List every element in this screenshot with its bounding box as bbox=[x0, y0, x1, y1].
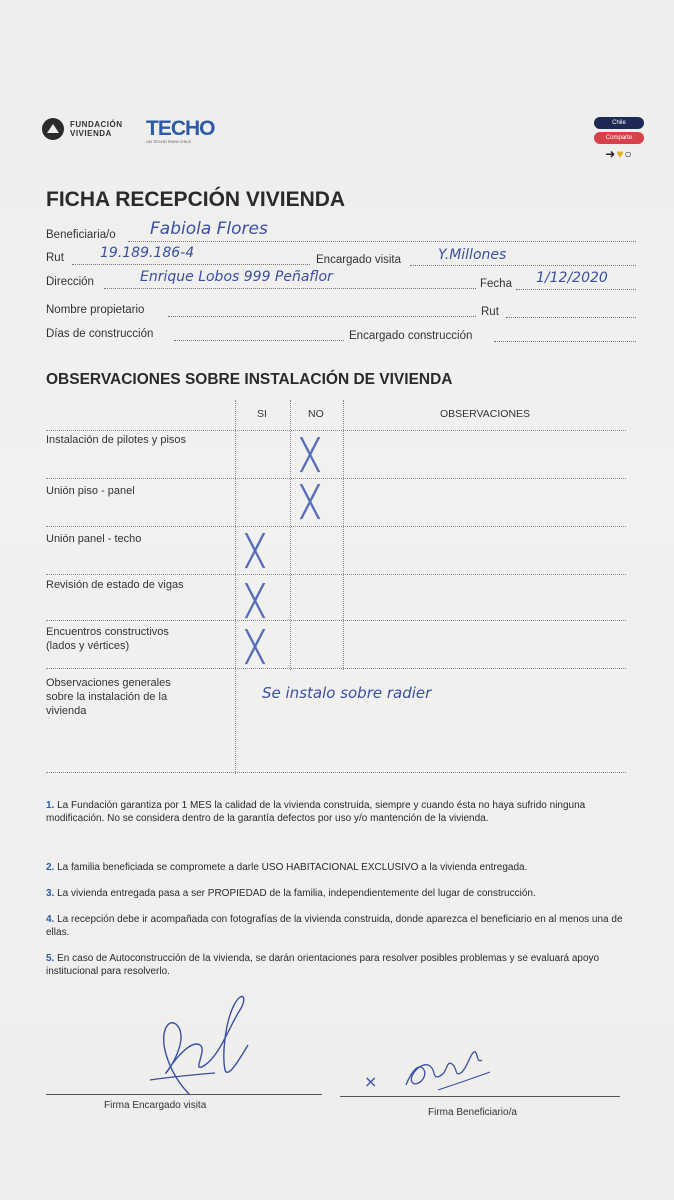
techo-subtitle: UN TECHO PARA CHILE bbox=[146, 139, 192, 144]
encargado-signature-drawing bbox=[130, 985, 260, 1105]
chile-comparte-logo bbox=[594, 117, 644, 161]
techo-logo bbox=[146, 119, 215, 144]
note-1: 1. La Fundación garantiza por 1 MES la calidad de la vivienda construida, siempre y cuando ésta no haya sufrido ninguna modificación. No se considera dentro de la garantía defectos por uso y/o mantención de la vivienda. bbox=[46, 800, 586, 824]
row-line bbox=[46, 526, 626, 527]
beneficiario-line bbox=[128, 241, 636, 242]
direccion-label: Dirección bbox=[46, 276, 94, 288]
col-header-observaciones: OBSERVACIONES bbox=[440, 408, 531, 420]
fundacion-logo-icon bbox=[42, 118, 64, 140]
col-header-si: SI bbox=[257, 408, 267, 420]
fundacion-vivienda-logo bbox=[42, 118, 123, 140]
propietario-line bbox=[168, 316, 476, 317]
mark-encuentros-si: ╳ bbox=[246, 630, 265, 665]
mark-vigas-si: ╳ bbox=[246, 584, 265, 619]
heart-icon: ♥ bbox=[616, 147, 625, 161]
techo-wordmark: TECHO bbox=[146, 117, 215, 140]
fundacion-line2: VIVIENDA bbox=[70, 129, 112, 138]
chile-badge: Chile bbox=[594, 117, 644, 129]
col-divider-si bbox=[235, 400, 236, 774]
note-3: 3. La vivienda entregada pasa a ser PROPIEDAD de la familia, independientemente del lugar de construcción. bbox=[46, 888, 536, 899]
beneficiario-x-mark: × bbox=[364, 1072, 378, 1091]
dias-construccion-label: Días de construcción bbox=[46, 328, 154, 340]
firma-encargado-label: Firma Encargado visita bbox=[104, 1100, 207, 1111]
beneficiario-signature-drawing bbox=[398, 1040, 498, 1100]
note-4: 4. La recepción debe ir acompañada con fotografías de la vivienda construida, donde aparezca el beneficiario en al menos una de ellas. bbox=[46, 914, 623, 938]
general-label-1: Observaciones generales bbox=[46, 677, 171, 689]
mark-pilotes-no: ╳ bbox=[301, 438, 320, 473]
dias-construccion-line bbox=[174, 340, 344, 341]
comparte-badge: Comparte bbox=[594, 132, 644, 144]
general-observation-value: Se instalo sobre radier bbox=[262, 684, 432, 702]
firma-beneficiario-label: Firma Beneficiario/a bbox=[428, 1107, 517, 1118]
encargado-visita-label: Encargado visita bbox=[316, 254, 402, 266]
mark-union-techo-si: ╳ bbox=[246, 534, 265, 569]
row-label-vigas: Revisión de estado de vigas bbox=[46, 579, 184, 591]
row-label-encuentros-sub: (lados y vértices) bbox=[46, 640, 130, 652]
encargado-construccion-line bbox=[494, 341, 636, 342]
col-divider-obs bbox=[343, 400, 344, 670]
direccion-line bbox=[104, 288, 476, 289]
fundacion-line1: FUNDACIÓN bbox=[70, 120, 123, 129]
header-row-line bbox=[46, 430, 626, 431]
share-heart-icons bbox=[594, 147, 644, 161]
propietario-label: Nombre propietario bbox=[46, 304, 145, 316]
row-line bbox=[46, 478, 626, 479]
beneficiario-label: Beneficiaria/o bbox=[46, 229, 116, 241]
col-divider-no bbox=[290, 400, 291, 670]
row-label-encuentros: Encuentros constructivos bbox=[46, 626, 169, 638]
form-title: FICHA RECEPCIÓN VIVIENDA bbox=[46, 188, 346, 211]
row-label-union-techo: Unión panel - techo bbox=[46, 533, 142, 545]
left-signature-line bbox=[46, 1094, 322, 1095]
row-label-pilotes: Instalación de pilotes y pisos bbox=[46, 434, 187, 446]
observaciones-title: OBSERVACIONES SOBRE INSTALACIÓN DE VIVIENDA bbox=[46, 371, 453, 388]
rut-value: 19.189.186-4 bbox=[100, 245, 195, 261]
fecha-label: Fecha bbox=[480, 278, 512, 290]
rut-line bbox=[72, 264, 310, 265]
rut2-line bbox=[506, 317, 636, 318]
row-line bbox=[46, 574, 626, 575]
row-label-union-piso: Unión piso - panel bbox=[46, 485, 135, 497]
encargado-construccion-label: Encargado construcción bbox=[349, 330, 473, 342]
fecha-line bbox=[516, 289, 636, 290]
fecha-value: 1/12/2020 bbox=[536, 270, 608, 286]
rut2-label: Rut bbox=[481, 306, 499, 318]
encargado-visita-value: Y.Millones bbox=[438, 247, 507, 263]
row-line bbox=[46, 668, 626, 669]
right-signature-line bbox=[340, 1096, 620, 1097]
rut-label: Rut bbox=[46, 252, 64, 264]
direccion-value: Enrique Lobos 999 Peñaflor bbox=[140, 269, 333, 285]
arrow-icon: ➜ bbox=[605, 147, 617, 161]
row-line bbox=[46, 620, 626, 621]
encargado-visita-line bbox=[410, 265, 636, 266]
general-label-3: vivienda bbox=[46, 705, 87, 717]
table-bottom-line bbox=[46, 772, 626, 773]
general-label-2: sobre la instalación de la bbox=[46, 691, 168, 703]
beneficiario-value: Fabiola Flores bbox=[150, 219, 268, 239]
note-2: 2. La familia beneficiada se compromete a darle USO HABITACIONAL EXCLUSIVO a la vivienda entregada. bbox=[46, 862, 528, 873]
col-header-no: NO bbox=[308, 408, 324, 420]
mark-union-piso-no: ╳ bbox=[301, 485, 320, 520]
note-5: 5. En caso de Autoconstrucción de la vivienda, se darán orientaciones para resolver posibles problemas y se evaluará apoyo institucional para resolverlo. bbox=[46, 953, 600, 977]
circle-icon: ○ bbox=[624, 147, 633, 161]
